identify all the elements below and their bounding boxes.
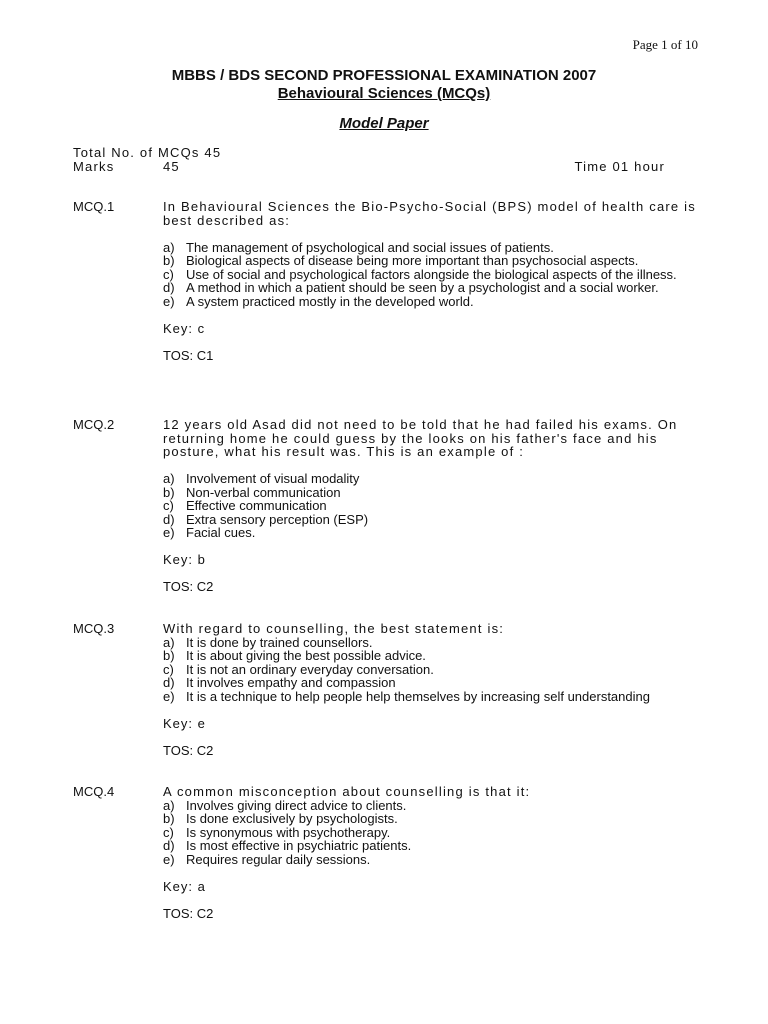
option-c: c) Use of social and psychological factors alongside the biological aspects of the illness.: [163, 266, 677, 282]
option-list: [163, 636, 698, 704]
answer-key: Key: c: [163, 320, 206, 336]
answer-key: Key: b: [163, 552, 206, 567]
mcq-stem: 12 years old Asad did not need to be told that he had failed his exams. On returning home he could guess by the looks on his father's face and his posture, what his result was. This is an example of :: [163, 417, 678, 459]
option-b: b) It is about giving the best possible advice.: [163, 648, 426, 663]
option-e: e) Facial cues.: [163, 525, 256, 540]
marks-value: 45: [163, 159, 180, 174]
option-b: b) Is done exclusively by psychologists.: [163, 811, 398, 826]
option-e: e) Requires regular daily sessions.: [163, 851, 371, 867]
document-title: [0, 67, 768, 103]
option-list: [163, 241, 698, 309]
option-b: b) Biological aspects of disease being more important than psychosocial aspects.: [163, 253, 639, 268]
option-d: d) Is most effective in psychiatric patients.: [163, 838, 412, 853]
mcq-number: MCQ.1: [73, 199, 115, 214]
option-e: e) It is a technique to help people help themselves by increasing self understanding: [163, 688, 650, 704]
mcq-body: [163, 622, 698, 757]
marks-time-row: [73, 160, 665, 174]
option-c: c) Effective communication: [163, 498, 327, 513]
option-e: e) A system practiced mostly in the developed world.: [163, 293, 474, 309]
mcq-stem: With regard to counselling, the best statement is:: [163, 621, 505, 636]
option-list: [163, 799, 698, 867]
title-line-1: MBBS / BDS SECOND PROFESSIONAL EXAMINATION 2007: [171, 67, 597, 84]
tos-code: TOS: C1: [163, 347, 214, 363]
answer-key: Key: e: [163, 715, 206, 731]
page-number: Page 1 of 10: [632, 37, 698, 52]
option-a: a) The management of psychological and social issues of patients.: [163, 239, 554, 255]
mcq-body: [163, 785, 698, 920]
option-a: a) It is done by trained counsellors.: [163, 634, 373, 650]
tos-code: TOS: C2: [163, 905, 214, 921]
option-d: d) Extra sensory perception (ESP): [163, 511, 369, 527]
mcq-body: [163, 200, 698, 362]
option-c: c) It is not an ordinary everyday conversation.: [163, 661, 434, 677]
option-a: a) Involvement of visual modality: [163, 471, 360, 486]
mcq-number: MCQ.2: [73, 417, 115, 432]
option-a: a) Involves giving direct advice to clients.: [163, 797, 407, 813]
option-b: b) Non-verbal communication: [163, 484, 341, 500]
title-line-2: Behavioural Sciences (MCQs): [277, 85, 491, 102]
mcq-number: MCQ.4: [73, 784, 115, 799]
option-d: d) A method in which a patient should be seen by a psychologist and a social worker.: [163, 280, 659, 295]
marks-label: Marks: [73, 159, 115, 174]
total-mcqs: Total No. of MCQs 45: [73, 145, 222, 160]
mcq-body: [163, 418, 698, 594]
exam-duration: Time 01 hour: [574, 159, 665, 174]
mcq-number: MCQ.3: [73, 621, 115, 636]
tos-code: TOS: C2: [163, 579, 214, 594]
option-d: d) It involves empathy and compassion: [163, 675, 396, 690]
option-list: [163, 472, 698, 540]
tos-code: TOS: C2: [163, 742, 214, 758]
answer-key: Key: a: [163, 878, 206, 894]
document-subtitle: Model Paper: [339, 115, 429, 132]
mcq-stem: In Behavioural Sciences the Bio-Psycho-Social (BPS) model of health care is best described as:: [163, 199, 696, 228]
option-c: c) Is synonymous with psychotherapy.: [163, 824, 391, 840]
mcq-stem: A common misconception about counselling is that it:: [163, 784, 531, 799]
